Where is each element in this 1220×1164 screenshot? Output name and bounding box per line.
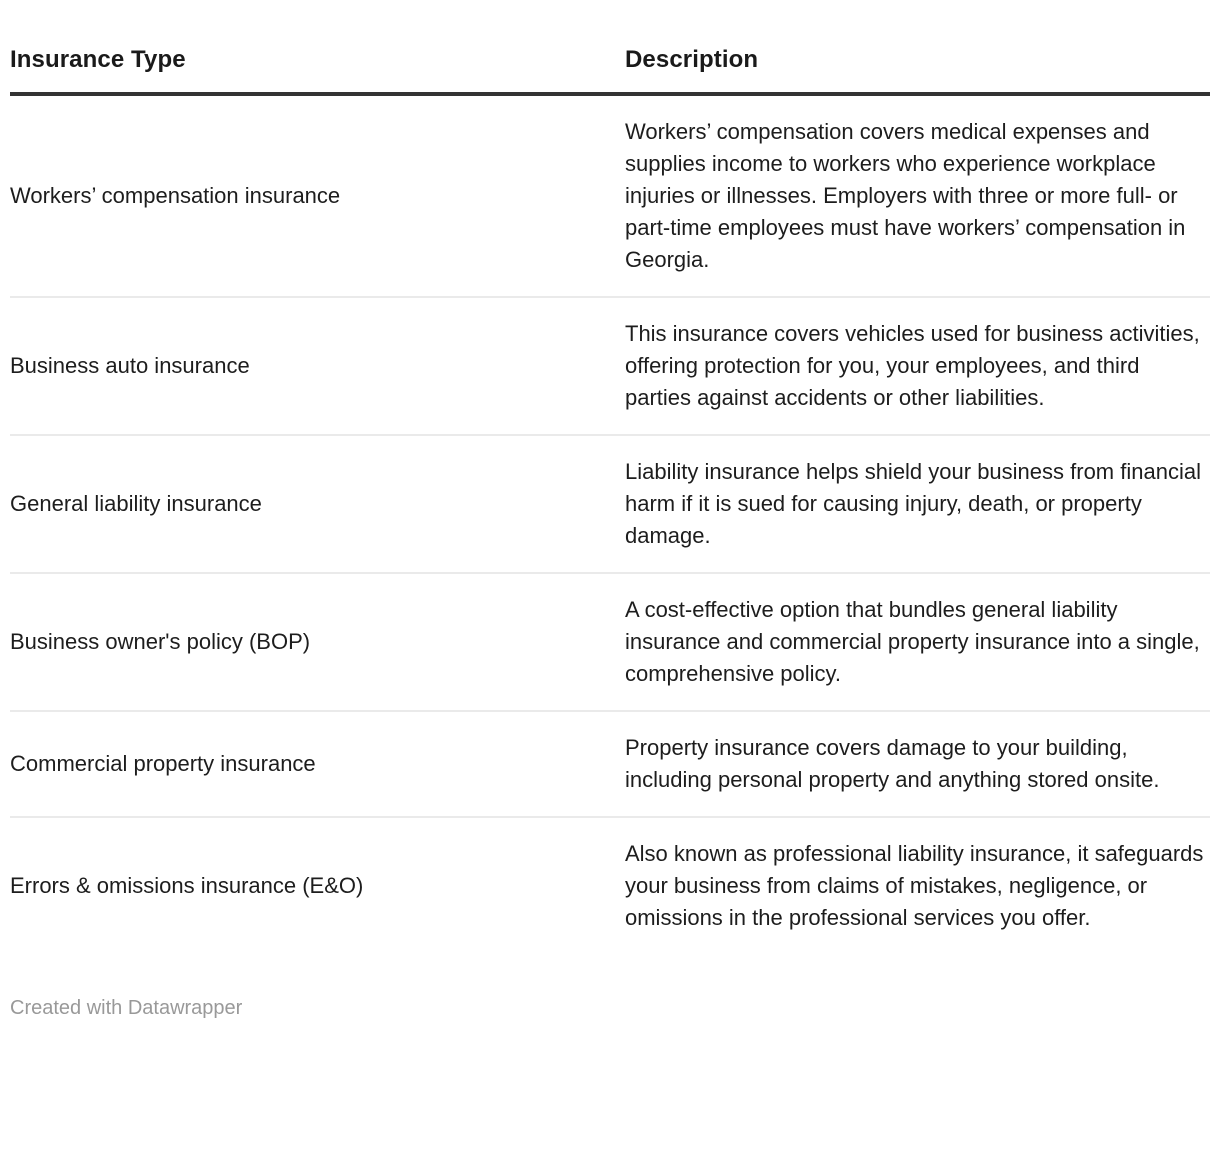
row-label: Errors & omissions insurance (E&O) xyxy=(10,873,364,898)
table-row xyxy=(10,574,1210,712)
table-row xyxy=(10,298,1210,436)
row-description: Property insurance covers damage to your building, including personal property and anything stored onsite. xyxy=(625,735,1160,792)
row-description: Workers’ compensation covers medical expenses and supplies income to workers who experience workplace injuries or illnesses. Employers with three or more full- or part-time employees must have workers’ compensation in Georgia. xyxy=(625,119,1186,272)
column-header-description: Description xyxy=(625,46,759,73)
table-footer xyxy=(10,996,1210,1020)
attribution-link[interactable]: Created with Datawrapper xyxy=(10,997,243,1019)
table-header-row xyxy=(10,0,1210,96)
row-label: Business auto insurance xyxy=(10,353,250,378)
row-label: General liability insurance xyxy=(10,491,262,516)
row-description: A cost-effective option that bundles general liability insurance and commercial property insurance into a single, comprehensive policy. xyxy=(625,597,1200,686)
row-label: Workers’ compensation insurance xyxy=(10,183,341,208)
table-row xyxy=(10,712,1210,818)
row-description: Liability insurance helps shield your business from financial harm if it is sued for causing injury, death, or property damage. xyxy=(625,459,1201,548)
table-row xyxy=(10,818,1210,954)
table-row xyxy=(10,436,1210,574)
row-label: Business owner's policy (BOP) xyxy=(10,629,311,654)
row-label: Commercial property insurance xyxy=(10,751,316,776)
table-row xyxy=(10,96,1210,298)
insurance-table xyxy=(10,0,1210,954)
column-header-insurance-type: Insurance Type xyxy=(10,46,186,73)
row-description: This insurance covers vehicles used for business activities, offering protection for you, your employees, and third parties against accidents or other liabilities. xyxy=(625,321,1200,410)
row-description: Also known as professional liability insurance, it safeguards your business from claims of mistakes, negligence, or omissions in the professional services you offer. xyxy=(625,841,1204,930)
